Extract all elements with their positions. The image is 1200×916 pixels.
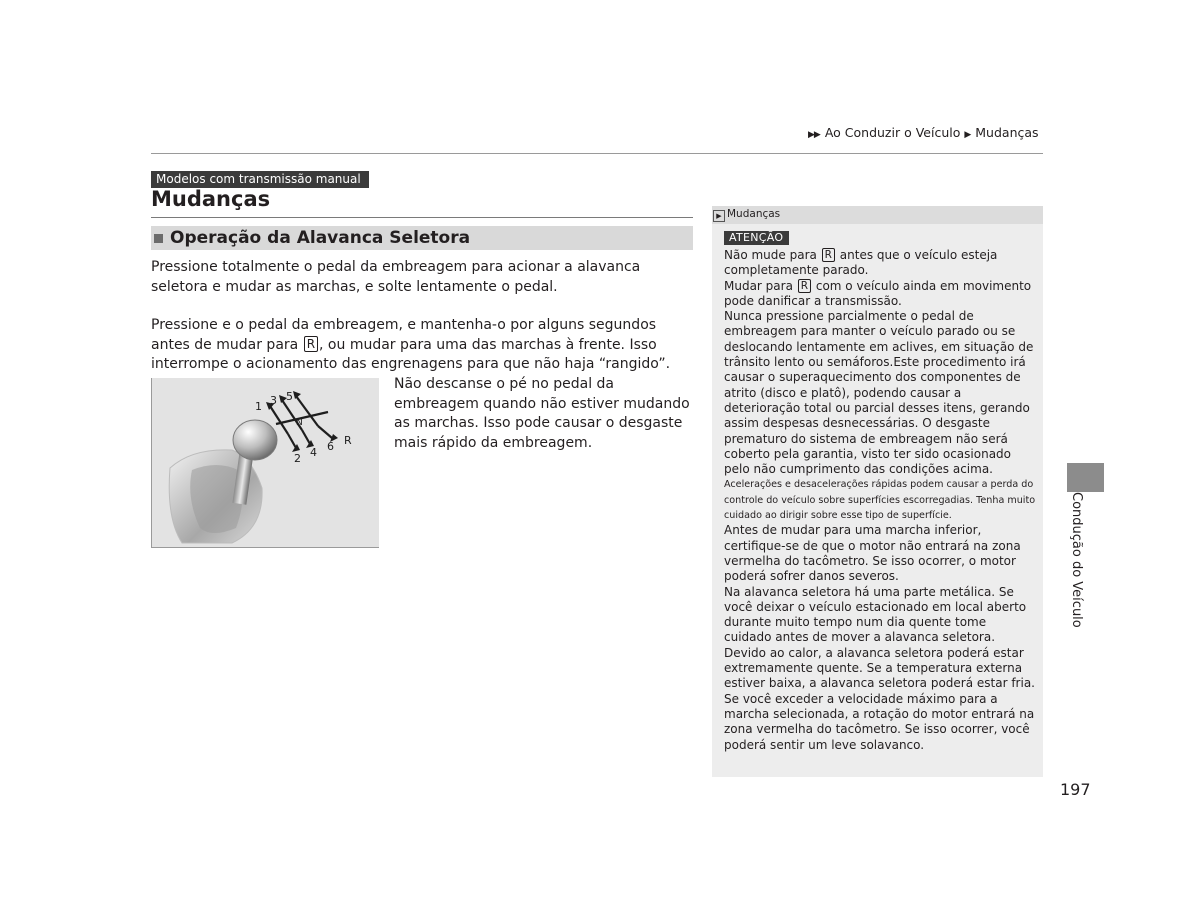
note-paragraph: Nunca pressione parcialmente o pedal de embreagem para manter o veículo parado ou se deslocando lentamente em aclives, em situação de trânsito lento ou semáforos.Este procedimento irá causar o superaquecimento dos componentes de atrito (disco e platô), podendo causar a deterioração total ou parcial desses itens, gerando assim despesas desnecessárias. O desgaste prematuro do sistema de embreagem não será coberto pela garantia, visto ter sido ocasionado pelo não cumprimento das condições acima. bbox=[724, 309, 1034, 477]
gear-r-key-icon: R bbox=[822, 248, 835, 262]
model-tag: Modelos com transmissão manual bbox=[151, 171, 369, 188]
note-paragraph bbox=[724, 279, 1036, 310]
note-paragraph-small: Acelerações e desacelerações rápidas podem causar a perda do controle do veículo sobre superfícies escorregadias. Tenha muito cuidado ao dirigir sobre esse tipo de superfície. bbox=[724, 479, 1036, 522]
gear-r-key-icon: R bbox=[798, 279, 811, 293]
gear-label: 3 bbox=[270, 394, 277, 407]
chapter-tab-label bbox=[1062, 492, 1084, 632]
gear-label: 5 bbox=[286, 390, 293, 403]
gear-label: 6 bbox=[327, 440, 334, 453]
reference-arrow-icon: ▶ bbox=[713, 210, 725, 222]
note-text: Mudar para bbox=[724, 278, 797, 293]
title-divider bbox=[151, 217, 693, 218]
note-sidebar-text bbox=[724, 248, 1036, 753]
warning-tag: ATENÇÃO bbox=[724, 231, 789, 245]
square-bullet-icon bbox=[154, 234, 163, 243]
gear-label: R bbox=[344, 434, 352, 447]
gear-shifter-illustration bbox=[151, 378, 379, 548]
note-paragraph: Na alavanca seletora há uma parte metálica. Se você deixar o veículo estacionado em local aberto durante muito tempo num dia quente tome cuidado antes de mover a alavanca seletora. Devido ao calor, a alavanca seletora poderá estar extremamente quente. Se a temperatura externa estiver baixa, a alavanca seletora poderá estar fria. bbox=[724, 584, 1035, 691]
note-sidebar-title: Mudanças bbox=[727, 208, 781, 220]
body-paragraph: Pressione totalmente o pedal da embreagem para acionar a alavanca seletora e mudar as marchas, e solte lentamente o pedal. bbox=[151, 259, 641, 295]
breadcrumb bbox=[808, 125, 1039, 140]
breadcrumb-item[interactable]: Ao Conduzir o Veículo bbox=[824, 125, 961, 140]
body-text: , ou mudar para uma das marchas à frente. Isso interrompe o acionamento das engrenagens para que não haja “rangido”. bbox=[151, 336, 671, 372]
note-text: antes que o veículo esteja completamente parado. bbox=[724, 248, 998, 278]
breadcrumb-arrow-icon: ▶▶ bbox=[808, 130, 820, 140]
body-paragraph bbox=[151, 316, 691, 375]
note-paragraph: Antes de mudar para uma marcha inferior, certifique-se de que o motor não entrará na zona vermelha do tacômetro. Se isso ocorrer, o motor poderá sofrer danos severos. bbox=[724, 523, 1021, 584]
breadcrumb-separator-icon: ▶ bbox=[964, 130, 971, 140]
gear-shifter-svg bbox=[152, 378, 379, 547]
note-sidebar-label[interactable] bbox=[713, 207, 780, 222]
note-text: Não mude para bbox=[724, 248, 821, 262]
section-title: Operação da Alavanca Seletora bbox=[170, 228, 471, 248]
gear-label: 4 bbox=[310, 446, 317, 459]
note-paragraph: Se você exceder a velocidade máximo para a marcha selecionada, a rotação do motor entrará na zona vermelha do tacômetro. Se isso ocorrer, você poderá sentir um leve solavanco. bbox=[724, 691, 1035, 752]
gear-label: N bbox=[296, 418, 303, 428]
breadcrumb-item[interactable]: Mudanças bbox=[975, 125, 1039, 140]
note-paragraph bbox=[724, 248, 1036, 279]
header-divider bbox=[151, 153, 1043, 154]
gear-label: 1 bbox=[255, 400, 262, 413]
body-text: Pressione e o pedal da embreagem, e mantenha-o por alguns segundos antes de mudar para bbox=[151, 317, 657, 353]
chapter-tab-text: Condução do Veículo bbox=[1069, 492, 1084, 628]
chapter-thumb-tab[interactable] bbox=[1067, 463, 1104, 492]
body-paragraph: Não descanse o pé no pedal da embreagem quando não estiver mudando as marchas. Isso pode causar o desgaste mais rápido da embreagem. bbox=[394, 376, 690, 451]
note-text: com o veículo ainda em movimento pode danificar a transmissão. bbox=[724, 278, 1032, 308]
gear-label: 2 bbox=[294, 452, 301, 465]
page-title: Mudanças bbox=[151, 187, 271, 211]
gear-r-key-icon: R bbox=[304, 336, 318, 352]
page-number: 197 bbox=[1060, 780, 1091, 799]
